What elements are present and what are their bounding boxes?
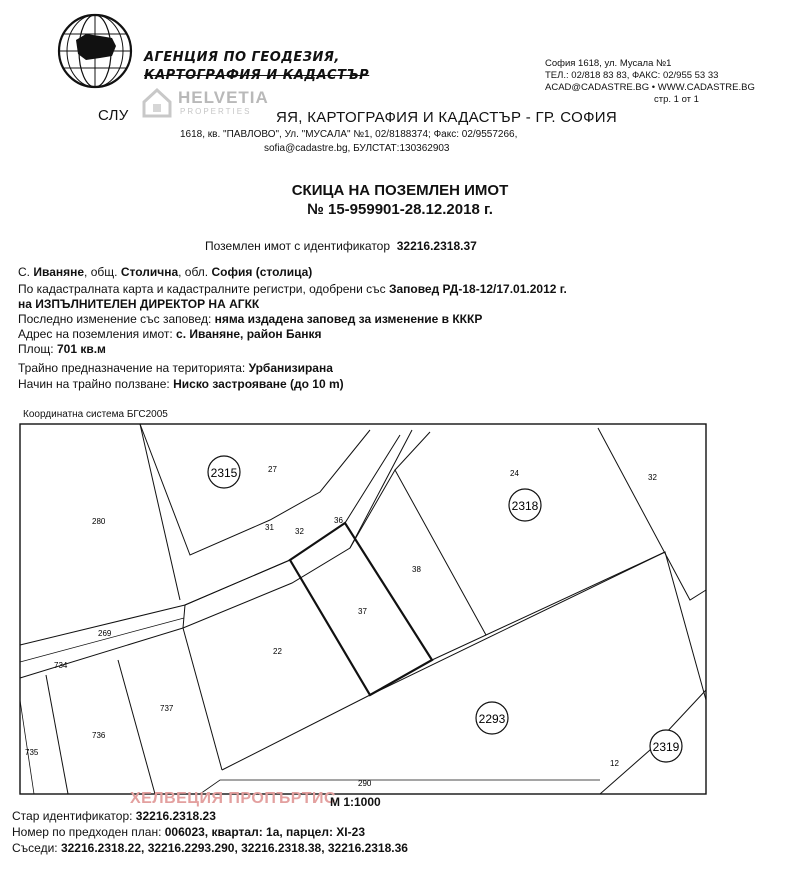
parcel-label: 736 [92, 731, 106, 740]
document-number: № 15-959901-28.12.2018 г. [307, 201, 493, 218]
parcel-736-boundary [46, 675, 68, 794]
parcel-737-boundary [118, 660, 155, 794]
watermark-brand-sub: PROPERTIES [180, 107, 252, 116]
parcel-label: 27 [268, 465, 277, 474]
area-line: Площ: 701 кв.м [18, 342, 106, 356]
cadastral-map-line: По кадастралната карта и кадастралните регистри, одобрени със Заповед РД-18-12/17.01.2012 г. [18, 282, 567, 296]
page-number: стр. 1 от 1 [654, 94, 699, 105]
parcel-label: 36 [334, 516, 343, 525]
block-number: 2315 [210, 466, 238, 480]
parcel-2293-boundary [370, 552, 706, 700]
parcel-label: 22 [273, 647, 282, 656]
parcel-24-bottom [432, 552, 665, 660]
parcel-label: 290 [358, 779, 372, 788]
parcel-label: 735 [25, 748, 39, 757]
service-email: sofia@cadastre.bg, БУЛСТАТ:130362903 [264, 143, 450, 154]
cadastral-map-line2: на ИЗПЪЛНИТЕЛЕН ДИРЕКТОР НА АГКК [18, 297, 260, 311]
road-edge-inner [20, 618, 184, 662]
old-identifier-line: Стар идентификатор: 32216.2318.23 [12, 809, 216, 823]
parcel-label: 37 [358, 607, 367, 616]
agency-name-line2: КАРТОГРАФИЯ И КАДАСТЪР [144, 68, 370, 83]
watermark-bottom: ХЕЛВЕЦИЯ ПРОПЪРТИС [130, 790, 337, 807]
parcel-22-left [183, 628, 222, 770]
location-line: С. Иваняне, общ. Столична, обл. София (столица) [18, 265, 313, 279]
purpose-line: Трайно предназначение на територията: Урбанизирана [18, 361, 333, 375]
parcel-label: 31 [265, 523, 274, 532]
parcel-label: 38 [412, 565, 421, 574]
parcel-label: 280 [92, 517, 106, 526]
agency-name-line1: АГЕНЦИЯ ПО ГЕОДЕЗИЯ, [144, 50, 340, 65]
coordinate-system-label: Координатна система БГС2005 [23, 409, 168, 420]
parcel-32-boundary [598, 428, 706, 600]
block-number: 2318 [511, 499, 539, 513]
last-change-line: Последно изменение със заповед: няма издадена заповед за изменение в КККР [18, 312, 483, 326]
previous-plan-line: Номер по предходен план: 006023, квартал: 1а, парцел: XI-23 [12, 825, 365, 839]
service-name-right: ЯЯ, КАРТОГРАФИЯ И КАДАСТЪР - ГР. СОФИЯ [276, 109, 617, 126]
agency-contact-phone: ТЕЛ.: 02/818 83 83, ФАКС: 02/955 53 33 [545, 70, 719, 81]
identifier-value: 32216.2318.37 [396, 239, 477, 253]
property-address-line: Адрес на поземления имот: с. Иваняне, район Банкя [18, 327, 322, 341]
parcel-label: 737 [160, 704, 174, 713]
service-address: 1618, кв. "ПАВЛОВО", Ул. "МУСАЛА" №1, 02/8188374; Факс: 02/9557266, [180, 129, 518, 140]
parcel-label: 32 [295, 527, 304, 536]
usage-line: Начин на трайно ползване: Ниско застрояване (до 10 m) [18, 377, 344, 391]
parcel-label: 12 [610, 759, 619, 768]
parcel-27-boundary [140, 424, 370, 555]
block-number: 2293 [478, 712, 506, 726]
agency-contact-web: ACAD@CADASTRE.BG • WWW.CADASTRE.BG [545, 82, 755, 93]
map-scale: М 1:1000 [330, 795, 381, 809]
parcel-22-boundary [183, 560, 290, 628]
parcel-label: 269 [98, 629, 112, 638]
document-title: СКИЦА НА ПОЗЕМЛЕН ИМОТ [291, 182, 509, 199]
neighbors-line: Съседи: 32216.2318.22, 32216.2293.290, 32216.2318.38, 32216.2318.36 [12, 841, 408, 855]
parcel-label: 734 [54, 661, 68, 670]
service-name-left: СЛУ [98, 107, 129, 124]
block-number: 2319 [652, 740, 680, 754]
parcel-label: 32 [648, 473, 657, 482]
parcel-24-right [395, 432, 430, 470]
parcel-22-bottom [222, 695, 370, 770]
parcel-label: 24 [510, 469, 519, 478]
parcel-735-boundary [20, 700, 34, 794]
parcel-38-boundary [350, 470, 486, 635]
identifier-label: Поземлен имот с идентификатор 32216.2318.37 [205, 239, 477, 253]
agency-contact-address: София 1618, ул. Мусала №1 [545, 58, 672, 69]
watermark-brand: HELVETIA [178, 88, 269, 107]
